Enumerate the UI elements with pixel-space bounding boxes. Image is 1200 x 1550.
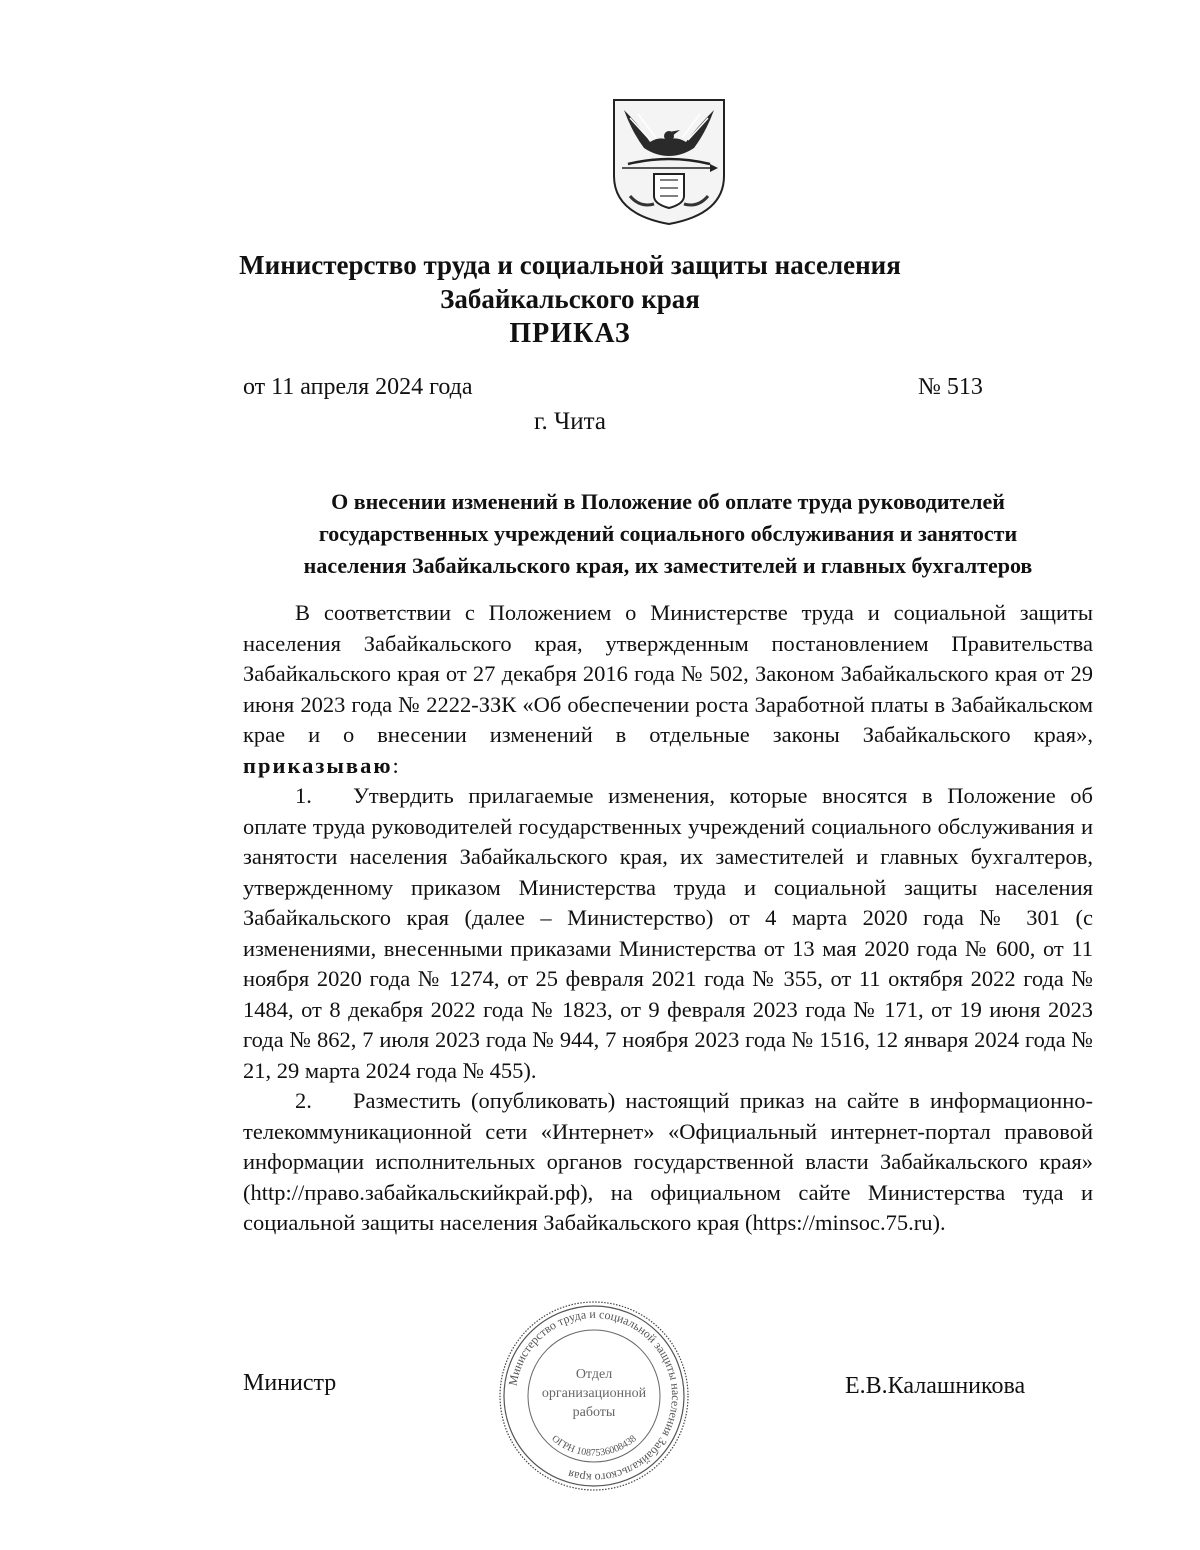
- stamp-center-line: организационной: [541, 1386, 647, 1401]
- order-keyword: приказываю: [243, 752, 393, 778]
- official-stamp: [494, 1296, 694, 1496]
- item-paragraph: [243, 781, 1093, 1086]
- order-colon: :: [392, 752, 399, 778]
- signatory-position: Министр: [243, 1370, 337, 1396]
- document-number: № 513: [918, 374, 983, 400]
- item-number: 2.: [295, 1088, 312, 1113]
- item-paragraph: [243, 1086, 1093, 1239]
- item-text: Разместить (опубликовать) настоящий приказ на сайте в информационно-телекоммуникационной сети «Интернет» «Официальный интернет-портал правовой информации исполнительных органов государственной власти Забайкальского края» (http://право.забайкальскийкрай.рф), на официальном сайте Министерства туда и социальной защиты населения Забайкальского края (https://minsoc.75.ru).: [243, 1088, 1093, 1235]
- stamp-ring-text: Министерство труда и социальной защиты населения Забайкальского края: [505, 1306, 684, 1486]
- signatory-name: Е.В.Калашникова: [845, 1373, 1026, 1399]
- stamp-center-line: Отдел: [575, 1367, 613, 1382]
- preamble-text: В соответствии с Положением о Министерстве труда и социальной защиты населения Забайкальского края, утвержденным постановлением Правительства Забайкальского края от 27 декабря 2016 года № 502, Законом Забайкальского края от 29 июня 2023 года № 2222-ЗЗК «Об обеспечении роста Заработной платы в Забайкальском крае и о внесении изменений в отдельные законы Забайкальского края»,: [243, 600, 1093, 747]
- subject-line: О внесении изменений в Положение об оплате труда руководителей: [331, 489, 1005, 514]
- document-city: г. Чита: [534, 408, 606, 435]
- document-date: от 11 апреля 2024 года: [243, 374, 473, 400]
- document-body: [243, 598, 1093, 1239]
- organization-region: Забайкальского края: [440, 284, 700, 314]
- subject-line: государственных учреждений социального обслуживания и занятости: [318, 521, 1018, 546]
- subject-line: населения Забайкальского края, их заместителей и главных бухгалтеров: [303, 553, 1033, 578]
- svg-text:ОГРН 1087536008438: [549, 1433, 638, 1459]
- preamble-paragraph: [243, 598, 1093, 781]
- item-text: Утвердить прилагаемые изменения, которые вносятся в Положение об оплате труда руководителей государственных учреждений социального обслуживания и занятости населения Забайкальского края, их заместителей и главных бухгалтеров, утвержденному приказом Министерства труда и социальной защиты населения Забайкальского края (далее – Министерство) от 4 марта 2020 года № 301 (с изменениями, внесенными приказами Министерства от 13 мая 2020 года № 600, от 11 ноября 2020 года № 1274, от 25 февраля 2021 года № 355, от 11 октября 2022 года № 1484, от 8 декабря 2022 года № 1823, от 9 февраля 2023 года № 171, от 19 июня 2023 года № 862, 7 июля 2023 года № 944, 7 ноября 2023 года № 1516, 12 января 2024 года № 21, 29 марта 2024 года № 455).: [243, 783, 1093, 1083]
- organization-name: Министерство труда и социальной защиты населения: [239, 250, 901, 280]
- item-number: 1.: [295, 783, 312, 808]
- document-type: ПРИКАЗ: [509, 318, 631, 349]
- document-subject: [243, 486, 1093, 582]
- stamp-ogrn: ОГРН 1087536008438: [549, 1433, 639, 1459]
- stamp-center-line: работы: [572, 1405, 616, 1420]
- coat-of-arms-icon: [610, 96, 728, 228]
